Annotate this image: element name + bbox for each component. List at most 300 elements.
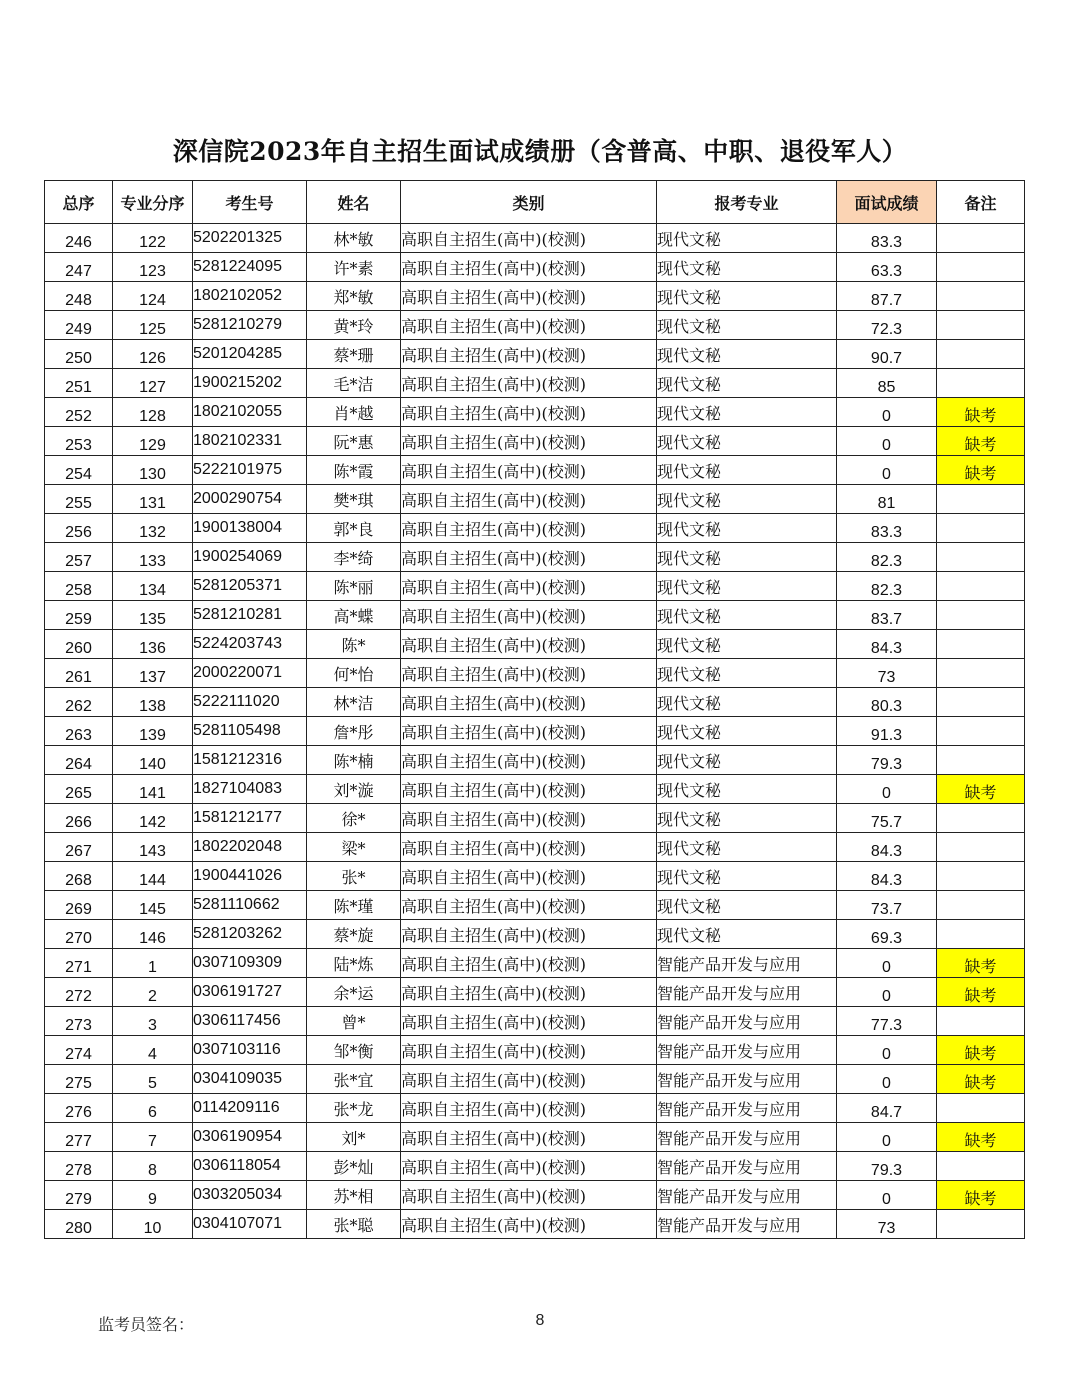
cell-total-seq: 253 [45,427,113,456]
cell-remarks [937,630,1025,659]
table-row [45,456,1025,485]
cell-major-seq: 127 [113,369,193,398]
table-row [45,1036,1025,1065]
cell-name: 曾* [307,1007,401,1036]
cell-interview-score: 85 [837,369,937,398]
cell-total-seq: 249 [45,311,113,340]
cell-interview-score: 0 [837,1065,937,1094]
cell-total-seq: 248 [45,282,113,311]
page-number: 8 [535,1312,545,1329]
cell-total-seq: 263 [45,717,113,746]
header-remarks: 备注 [937,181,1025,224]
cell-category: 高职自主招生(高中)(校测) [401,311,657,340]
cell-major-seq: 123 [113,253,193,282]
table-row [45,659,1025,688]
cell-interview-score: 83.3 [837,514,937,543]
cell-remarks: 缺考 [937,427,1025,456]
cell-major: 智能产品开发与应用 [657,1123,837,1152]
cell-major: 现代文秘 [657,775,837,804]
cell-major: 现代文秘 [657,427,837,456]
cell-total-seq: 270 [45,920,113,949]
cell-total-seq: 265 [45,775,113,804]
cell-category: 高职自主招生(高中)(校测) [401,949,657,978]
cell-major: 现代文秘 [657,543,837,572]
cell-interview-score: 84.3 [837,833,937,862]
cell-remarks [937,485,1025,514]
table-row [45,949,1025,978]
cell-exam-number: 5281210281 [193,601,307,630]
cell-remarks [937,891,1025,920]
cell-interview-score: 63.3 [837,253,937,282]
cell-name: 林*洁 [307,688,401,717]
cell-remarks [937,311,1025,340]
cell-remarks [937,920,1025,949]
cell-interview-score: 73 [837,659,937,688]
cell-remarks [937,659,1025,688]
cell-name: 许*素 [307,253,401,282]
cell-major-seq: 129 [113,427,193,456]
cell-name: 毛*洁 [307,369,401,398]
table-row [45,572,1025,601]
header-interview-score: 面试成绩 [837,181,937,224]
cell-major-seq: 128 [113,398,193,427]
cell-category: 高职自主招生(高中)(校测) [401,862,657,891]
cell-total-seq: 276 [45,1094,113,1123]
cell-category: 高职自主招生(高中)(校测) [401,1007,657,1036]
cell-major: 现代文秘 [657,514,837,543]
cell-major-seq: 133 [113,543,193,572]
cell-category: 高职自主招生(高中)(校测) [401,717,657,746]
cell-major-seq: 4 [113,1036,193,1065]
cell-name: 张* [307,862,401,891]
table-row [45,601,1025,630]
cell-interview-score: 82.3 [837,543,937,572]
header-category: 类别 [401,181,657,224]
cell-name: 郑*敏 [307,282,401,311]
cell-total-seq: 269 [45,891,113,920]
cell-name: 陈* [307,630,401,659]
table-row [45,427,1025,456]
cell-remarks [937,717,1025,746]
cell-name: 徐* [307,804,401,833]
cell-name: 林*敏 [307,224,401,253]
cell-total-seq: 273 [45,1007,113,1036]
cell-exam-number: 0306117456 [193,1007,307,1036]
cell-major-seq: 130 [113,456,193,485]
cell-category: 高职自主招生(高中)(校测) [401,543,657,572]
cell-exam-number: 0304109035 [193,1065,307,1094]
cell-remarks: 缺考 [937,1036,1025,1065]
cell-major-seq: 126 [113,340,193,369]
cell-interview-score: 84.3 [837,630,937,659]
proctor-signature-label: 监考员签名： [98,1315,195,1334]
table-row [45,1181,1025,1210]
cell-name: 陈*丽 [307,572,401,601]
cell-major-seq: 146 [113,920,193,949]
header-major-seq: 专业分序 [113,181,193,224]
cell-category: 高职自主招生(高中)(校测) [401,224,657,253]
cell-remarks: 缺考 [937,1065,1025,1094]
cell-major-seq: 6 [113,1094,193,1123]
cell-name: 苏*相 [307,1181,401,1210]
cell-major: 现代文秘 [657,224,837,253]
cell-total-seq: 251 [45,369,113,398]
cell-exam-number: 1900254069 [193,543,307,572]
cell-interview-score: 0 [837,1181,937,1210]
cell-major: 现代文秘 [657,717,837,746]
cell-interview-score: 0 [837,1036,937,1065]
cell-category: 高职自主招生(高中)(校测) [401,688,657,717]
cell-remarks: 缺考 [937,398,1025,427]
table-row [45,340,1025,369]
cell-exam-number: 1802202048 [193,833,307,862]
cell-category: 高职自主招生(高中)(校测) [401,1181,657,1210]
table-row [45,804,1025,833]
cell-category: 高职自主招生(高中)(校测) [401,630,657,659]
cell-major-seq: 125 [113,311,193,340]
cell-name: 何*怡 [307,659,401,688]
cell-exam-number: 0307109309 [193,949,307,978]
table-row [45,891,1025,920]
cell-interview-score: 83.3 [837,224,937,253]
table-row [45,1152,1025,1181]
cell-interview-score: 0 [837,978,937,1007]
cell-category: 高职自主招生(高中)(校测) [401,1210,657,1239]
cell-exam-number: 1581212177 [193,804,307,833]
cell-name: 陈*霞 [307,456,401,485]
cell-interview-score: 91.3 [837,717,937,746]
cell-major: 现代文秘 [657,920,837,949]
table-row [45,1007,1025,1036]
cell-major: 现代文秘 [657,862,837,891]
cell-remarks [937,601,1025,630]
cell-major: 智能产品开发与应用 [657,1007,837,1036]
cell-category: 高职自主招生(高中)(校测) [401,1036,657,1065]
cell-total-seq: 266 [45,804,113,833]
cell-major-seq: 1 [113,949,193,978]
table-row [45,253,1025,282]
cell-major: 现代文秘 [657,688,837,717]
cell-exam-number: 0306190954 [193,1123,307,1152]
table-row [45,543,1025,572]
cell-total-seq: 267 [45,833,113,862]
cell-exam-number: 1802102052 [193,282,307,311]
cell-exam-number: 1802102331 [193,427,307,456]
cell-total-seq: 250 [45,340,113,369]
cell-remarks [937,543,1025,572]
cell-major-seq: 138 [113,688,193,717]
cell-major: 现代文秘 [657,630,837,659]
cell-total-seq: 279 [45,1181,113,1210]
cell-major: 现代文秘 [657,746,837,775]
cell-exam-number: 5222111020 [193,688,307,717]
table-row [45,978,1025,1007]
cell-major: 现代文秘 [657,804,837,833]
cell-remarks [937,514,1025,543]
cell-major-seq: 2 [113,978,193,1007]
cell-name: 陈*瑾 [307,891,401,920]
cell-exam-number: 1900215202 [193,369,307,398]
cell-name: 蔡*旋 [307,920,401,949]
cell-name: 张*宜 [307,1065,401,1094]
cell-name: 黄*玲 [307,311,401,340]
cell-category: 高职自主招生(高中)(校测) [401,659,657,688]
cell-name: 彭*灿 [307,1152,401,1181]
cell-name: 余*运 [307,978,401,1007]
cell-major-seq: 122 [113,224,193,253]
cell-remarks [937,746,1025,775]
cell-major-seq: 142 [113,804,193,833]
cell-remarks [937,369,1025,398]
cell-category: 高职自主招生(高中)(校测) [401,485,657,514]
cell-category: 高职自主招生(高中)(校测) [401,891,657,920]
cell-category: 高职自主招生(高中)(校测) [401,833,657,862]
cell-remarks [937,1007,1025,1036]
cell-category: 高职自主招生(高中)(校测) [401,427,657,456]
cell-category: 高职自主招生(高中)(校测) [401,775,657,804]
cell-major-seq: 135 [113,601,193,630]
cell-category: 高职自主招生(高中)(校测) [401,601,657,630]
cell-category: 高职自主招生(高中)(校测) [401,398,657,427]
cell-exam-number: 0304107071 [193,1210,307,1239]
cell-exam-number: 5281210279 [193,311,307,340]
score-table [44,180,1025,1239]
table-row [45,282,1025,311]
table-row [45,514,1025,543]
cell-interview-score: 75.7 [837,804,937,833]
cell-remarks [937,833,1025,862]
cell-exam-number: 1802102055 [193,398,307,427]
cell-total-seq: 259 [45,601,113,630]
cell-remarks [937,282,1025,311]
table-row [45,1094,1025,1123]
table-row [45,833,1025,862]
cell-category: 高职自主招生(高中)(校测) [401,920,657,949]
cell-major-seq: 136 [113,630,193,659]
cell-category: 高职自主招生(高中)(校测) [401,746,657,775]
cell-exam-number: 5201204285 [193,340,307,369]
cell-name: 樊*琪 [307,485,401,514]
cell-major: 现代文秘 [657,456,837,485]
cell-interview-score: 0 [837,427,937,456]
table-row [45,224,1025,253]
table-row [45,369,1025,398]
cell-major: 智能产品开发与应用 [657,949,837,978]
cell-exam-number: 1900138004 [193,514,307,543]
cell-interview-score: 0 [837,456,937,485]
cell-name: 梁* [307,833,401,862]
cell-major-seq: 7 [113,1123,193,1152]
cell-exam-number: 1581212316 [193,746,307,775]
cell-major: 现代文秘 [657,253,837,282]
cell-exam-number: 5224203743 [193,630,307,659]
cell-category: 高职自主招生(高中)(校测) [401,514,657,543]
cell-major-seq: 139 [113,717,193,746]
cell-remarks: 缺考 [937,456,1025,485]
cell-major-seq: 3 [113,1007,193,1036]
table-row [45,398,1025,427]
table-row [45,746,1025,775]
header-exam-number: 考生号 [193,181,307,224]
cell-name: 张*聪 [307,1210,401,1239]
table-row [45,775,1025,804]
table-row [45,1210,1025,1239]
cell-category: 高职自主招生(高中)(校测) [401,572,657,601]
cell-major: 现代文秘 [657,485,837,514]
cell-major-seq: 144 [113,862,193,891]
cell-total-seq: 277 [45,1123,113,1152]
cell-total-seq: 262 [45,688,113,717]
cell-major: 现代文秘 [657,398,837,427]
cell-category: 高职自主招生(高中)(校测) [401,340,657,369]
cell-exam-number: 5202201325 [193,224,307,253]
cell-total-seq: 280 [45,1210,113,1239]
cell-remarks [937,1094,1025,1123]
cell-name: 陆*炼 [307,949,401,978]
cell-remarks: 缺考 [937,1181,1025,1210]
header-major: 报考专业 [657,181,837,224]
cell-name: 刘* [307,1123,401,1152]
cell-interview-score: 87.7 [837,282,937,311]
cell-exam-number: 5222101975 [193,456,307,485]
cell-total-seq: 272 [45,978,113,1007]
cell-remarks [937,804,1025,833]
table-row [45,717,1025,746]
cell-exam-number: 5281203262 [193,920,307,949]
cell-exam-number: 5281105498 [193,717,307,746]
cell-interview-score: 79.3 [837,746,937,775]
cell-exam-number: 0306191727 [193,978,307,1007]
cell-remarks: 缺考 [937,1123,1025,1152]
cell-exam-number: 5281110662 [193,891,307,920]
cell-interview-score: 79.3 [837,1152,937,1181]
cell-total-seq: 246 [45,224,113,253]
cell-remarks [937,862,1025,891]
cell-major: 现代文秘 [657,659,837,688]
cell-remarks: 缺考 [937,775,1025,804]
table-row [45,1065,1025,1094]
cell-name: 张*龙 [307,1094,401,1123]
cell-major: 智能产品开发与应用 [657,1210,837,1239]
cell-exam-number: 2000290754 [193,485,307,514]
cell-major: 智能产品开发与应用 [657,1094,837,1123]
cell-total-seq: 257 [45,543,113,572]
cell-exam-number: 0306118054 [193,1152,307,1181]
cell-remarks [937,572,1025,601]
cell-name: 郭*良 [307,514,401,543]
table-row [45,485,1025,514]
cell-total-seq: 275 [45,1065,113,1094]
cell-category: 高职自主招生(高中)(校测) [401,282,657,311]
cell-major: 现代文秘 [657,601,837,630]
cell-total-seq: 278 [45,1152,113,1181]
cell-exam-number: 5281205371 [193,572,307,601]
cell-remarks [937,224,1025,253]
cell-major: 智能产品开发与应用 [657,1065,837,1094]
cell-major-seq: 143 [113,833,193,862]
cell-total-seq: 268 [45,862,113,891]
cell-major-seq: 137 [113,659,193,688]
cell-major: 现代文秘 [657,282,837,311]
table-row [45,311,1025,340]
cell-exam-number: 1827104083 [193,775,307,804]
cell-category: 高职自主招生(高中)(校测) [401,1065,657,1094]
table-row [45,630,1025,659]
cell-major: 现代文秘 [657,369,837,398]
cell-exam-number: 2000220071 [193,659,307,688]
cell-name: 阮*惠 [307,427,401,456]
table-body [45,224,1025,1239]
cell-name: 陈*楠 [307,746,401,775]
cell-major-seq: 9 [113,1181,193,1210]
cell-total-seq: 255 [45,485,113,514]
cell-category: 高职自主招生(高中)(校测) [401,1094,657,1123]
cell-exam-number: 0307103116 [193,1036,307,1065]
header-total-seq: 总序 [45,181,113,224]
cell-category: 高职自主招生(高中)(校测) [401,978,657,1007]
cell-major-seq: 131 [113,485,193,514]
cell-interview-score: 72.3 [837,311,937,340]
cell-remarks [937,1152,1025,1181]
cell-total-seq: 256 [45,514,113,543]
cell-interview-score: 0 [837,949,937,978]
cell-major: 现代文秘 [657,311,837,340]
cell-major-seq: 140 [113,746,193,775]
cell-interview-score: 84.7 [837,1094,937,1123]
cell-total-seq: 258 [45,572,113,601]
cell-total-seq: 271 [45,949,113,978]
cell-name: 蔡*珊 [307,340,401,369]
cell-total-seq: 254 [45,456,113,485]
cell-remarks: 缺考 [937,949,1025,978]
cell-major-seq: 5 [113,1065,193,1094]
cell-total-seq: 252 [45,398,113,427]
cell-remarks [937,340,1025,369]
cell-name: 李*绮 [307,543,401,572]
table-row [45,1123,1025,1152]
cell-interview-score: 80.3 [837,688,937,717]
cell-major-seq: 10 [113,1210,193,1239]
cell-name: 高*蝶 [307,601,401,630]
cell-interview-score: 84.3 [837,862,937,891]
cell-major: 智能产品开发与应用 [657,978,837,1007]
header-name: 姓名 [307,181,401,224]
cell-category: 高职自主招生(高中)(校测) [401,253,657,282]
cell-major: 现代文秘 [657,891,837,920]
cell-interview-score: 81 [837,485,937,514]
cell-major: 智能产品开发与应用 [657,1152,837,1181]
cell-total-seq: 261 [45,659,113,688]
cell-major-seq: 8 [113,1152,193,1181]
cell-exam-number: 0303205034 [193,1181,307,1210]
cell-major: 现代文秘 [657,833,837,862]
cell-exam-number: 1900441026 [193,862,307,891]
cell-total-seq: 264 [45,746,113,775]
cell-name: 肖*越 [307,398,401,427]
cell-interview-score: 0 [837,398,937,427]
cell-major-seq: 134 [113,572,193,601]
cell-category: 高职自主招生(高中)(校测) [401,1152,657,1181]
cell-interview-score: 0 [837,775,937,804]
cell-major: 现代文秘 [657,340,837,369]
cell-interview-score: 73.7 [837,891,937,920]
cell-remarks: 缺考 [937,978,1025,1007]
cell-category: 高职自主招生(高中)(校测) [401,804,657,833]
cell-major: 现代文秘 [657,572,837,601]
cell-interview-score: 73 [837,1210,937,1239]
cell-interview-score: 82.3 [837,572,937,601]
cell-major-seq: 132 [113,514,193,543]
